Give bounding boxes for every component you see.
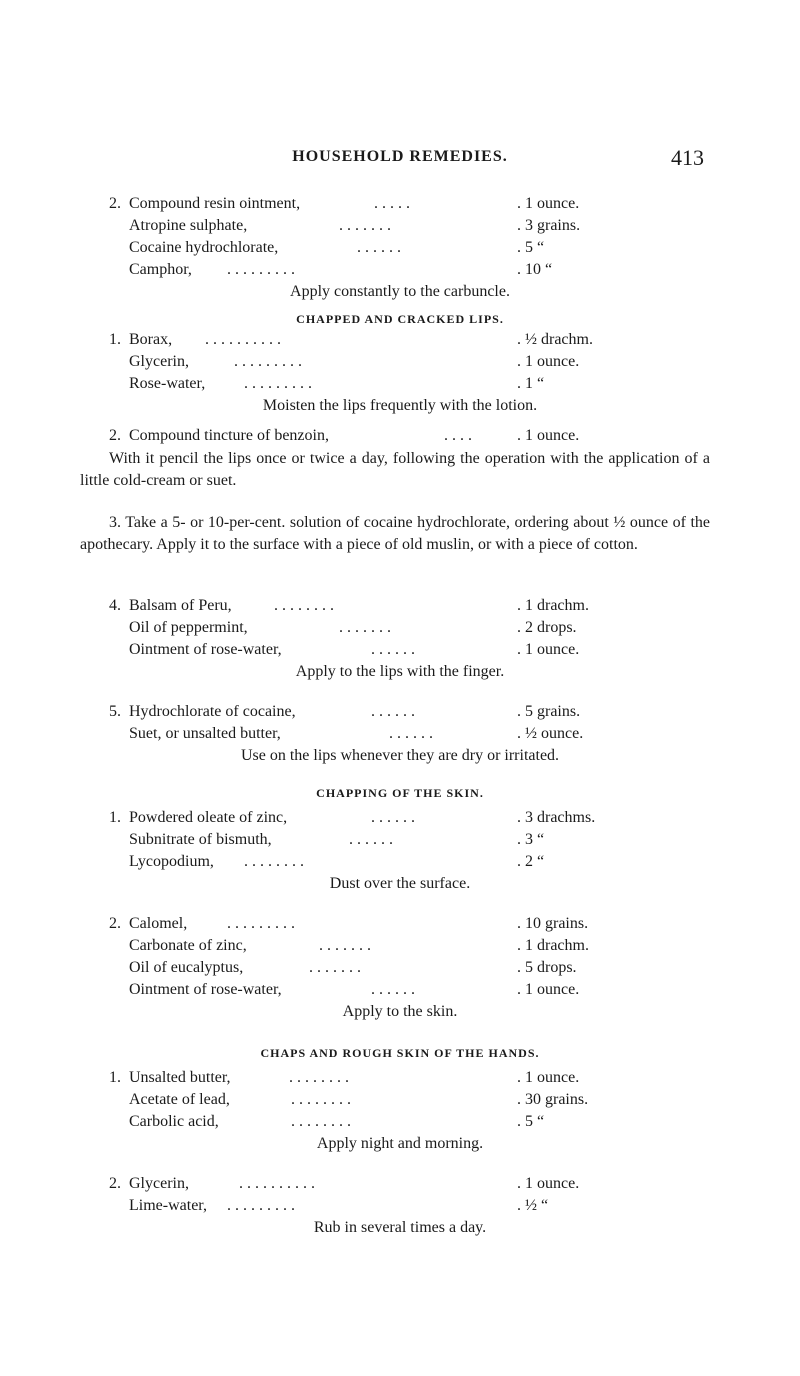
ingredient-quantity: . ½ ounce. <box>517 725 584 742</box>
ingredient-name: Suet, or unsalted butter, <box>129 725 281 742</box>
ingredient-quantity: . 2 “ <box>517 853 545 870</box>
ingredient-quantity: . 5 “ <box>517 239 545 256</box>
section-heading: CHAPS AND ROUGH SKIN OF THE HANDS. <box>260 1046 540 1060</box>
ingredient-row <box>109 852 629 872</box>
ingredient-row <box>109 352 629 372</box>
ingredient-name: Camphor, <box>129 261 192 278</box>
leader-dots: . . . . . . . . <box>244 853 304 870</box>
ingredient-row <box>109 980 629 1000</box>
ingredient-row <box>109 830 629 850</box>
ingredient-row <box>109 1068 629 1088</box>
direction-text: Apply night and morning. <box>316 1135 484 1152</box>
remedy-number: 1. <box>109 809 121 826</box>
ingredient-name: Hydrochlorate of cocaine, <box>129 703 296 720</box>
ingredient-name: Compound resin ointment, <box>129 195 301 212</box>
ingredient-name: Glycerin, <box>129 1175 189 1192</box>
ingredient-name: Subnitrate of bismuth, <box>129 831 272 848</box>
remedy-paragraph <box>80 512 710 556</box>
remedy-number: 2. <box>109 195 121 212</box>
leader-dots: . . . . . . <box>389 725 433 742</box>
leader-dots: . . . . . . . . . . <box>239 1175 315 1192</box>
leader-dots: . . . . . <box>374 195 410 212</box>
ingredient-quantity: . 3 drachms. <box>517 809 596 826</box>
ingredient-quantity: . 10 grains. <box>517 915 589 932</box>
ingredient-quantity: . 1 ounce. <box>517 353 580 370</box>
leader-dots: . . . . . . . . . . <box>205 331 281 348</box>
remedy-number: 2. <box>109 427 121 444</box>
section-heading: CHAPPING OF THE SKIN. <box>316 786 484 800</box>
ingredient-name: Ointment of rose-water, <box>129 641 282 658</box>
ingredient-row <box>109 724 629 744</box>
ingredient-row <box>109 260 629 280</box>
ingredient-row <box>109 1196 629 1216</box>
ingredient-row <box>109 1112 629 1132</box>
ingredient-name: Glycerin, <box>129 353 189 370</box>
direction-text: Moisten the lips frequently with the lotion. <box>262 397 538 414</box>
ingredient-quantity: . 1 ounce. <box>517 1069 580 1086</box>
ingredient-name: Borax, <box>129 331 173 348</box>
ingredient-name: Calomel, <box>129 915 188 932</box>
ingredient-quantity: . 1 ounce. <box>517 195 580 212</box>
leader-dots: . . . . . . . <box>339 619 391 636</box>
leader-dots: . . . . . . . . <box>291 1113 351 1130</box>
ingredient-quantity: . 3 “ <box>517 831 545 848</box>
ingredient-quantity: . 1 ounce. <box>517 981 580 998</box>
leader-dots: . . . . . . . <box>339 217 391 234</box>
direction-text: With it pencil the lips once or twice a day, following the operation with the application of a little cold-cream or suet. <box>80 450 710 489</box>
leader-dots: . . . . . . <box>371 703 415 720</box>
ingredient-row <box>109 1090 629 1110</box>
ingredient-name: Compound tincture of benzoin, <box>129 427 329 444</box>
ingredient-quantity: . 1 drachm. <box>517 597 589 614</box>
leader-dots: . . . . . . . . <box>274 597 334 614</box>
ingredient-quantity: . 10 “ <box>517 261 553 278</box>
ingredient-quantity: . 1 drachm. <box>517 937 589 954</box>
ingredient-row <box>109 618 629 638</box>
direction-text: Use on the lips whenever they are dry or irritated. <box>240 747 560 764</box>
ingredient-name: Balsam of Peru, <box>129 597 232 614</box>
leader-dots: . . . . . . <box>357 239 401 256</box>
leader-dots: . . . . . . . . . <box>244 375 312 392</box>
direction-text: Rub in several times a day. <box>313 1219 487 1236</box>
ingredient-quantity: . 1 ounce. <box>517 1175 580 1192</box>
ingredient-name: Rose-water, <box>129 375 206 392</box>
leader-dots: . . . . . . . . . <box>227 1197 295 1214</box>
section-heading: CHAPPED AND CRACKED LIPS. <box>296 312 504 326</box>
direction-text: Apply constantly to the carbuncle. <box>290 283 510 300</box>
ingredient-row <box>109 808 629 828</box>
ingredient-row <box>109 238 629 258</box>
ingredient-row <box>109 1174 629 1194</box>
leader-dots: . . . . . . <box>371 641 415 658</box>
ingredient-row <box>109 936 629 956</box>
ingredient-quantity: . 30 grains. <box>517 1091 589 1108</box>
ingredient-name: Atropine sulphate, <box>129 217 248 234</box>
ingredient-row <box>109 914 629 934</box>
remedy-number: 1. <box>109 331 121 348</box>
remedy-number: 5. <box>109 703 121 720</box>
leader-dots: . . . . . . <box>349 831 393 848</box>
leader-dots: . . . . . . . <box>319 937 371 954</box>
ingredient-name: Oil of peppermint, <box>129 619 248 636</box>
ingredient-row <box>109 958 629 978</box>
ingredient-row <box>109 216 629 236</box>
leader-dots: . . . . . . . . . <box>227 915 295 932</box>
remedy-number: 4. <box>109 597 121 614</box>
ingredient-row <box>109 426 629 446</box>
leader-dots: . . . . . . . <box>309 959 361 976</box>
ingredient-quantity: . 1 ounce. <box>517 427 580 444</box>
ingredient-quantity: . 1 ounce. <box>517 641 580 658</box>
leader-dots: . . . . <box>444 427 472 444</box>
ingredient-quantity: . ½ “ <box>517 1197 549 1214</box>
ingredient-quantity: . 1 “ <box>517 375 545 392</box>
ingredient-quantity: . 3 grains. <box>517 217 581 234</box>
direction-text: Apply to the skin. <box>342 1003 458 1020</box>
ingredient-quantity: . 2 drops. <box>517 619 577 636</box>
ingredient-row <box>109 374 629 394</box>
ingredient-name: Carbolic acid, <box>129 1113 219 1130</box>
ingredient-name: Oil of eucalyptus, <box>129 959 244 976</box>
ingredient-name: Carbonate of zinc, <box>129 937 247 954</box>
leader-dots: . . . . . . <box>371 981 415 998</box>
ingredient-row <box>109 702 629 722</box>
leader-dots: . . . . . . <box>371 809 415 826</box>
remedy-number: 1. <box>109 1069 121 1086</box>
running-header <box>0 145 800 172</box>
ingredient-row <box>109 640 629 660</box>
ingredient-name: Lime-water, <box>129 1197 207 1214</box>
ingredient-row <box>109 330 629 350</box>
ingredient-name: Lycopodium, <box>129 853 214 870</box>
ingredient-name: Powdered oleate of zinc, <box>129 809 288 826</box>
ingredient-quantity: . 5 grains. <box>517 703 581 720</box>
remedy-number: 2. <box>109 915 121 932</box>
running-title: HOUSEHOLD REMEDIES. <box>292 148 508 165</box>
ingredient-row <box>109 194 629 214</box>
direction-paragraph <box>80 448 710 492</box>
ingredient-row <box>109 596 629 616</box>
ingredient-name: Acetate of lead, <box>129 1091 230 1108</box>
leader-dots: . . . . . . . . . <box>234 353 302 370</box>
ingredient-name: Ointment of rose-water, <box>129 981 282 998</box>
ingredient-name: Cocaine hydrochlorate, <box>129 239 279 256</box>
leader-dots: . . . . . . . . . <box>227 261 295 278</box>
ingredient-name: Unsalted butter, <box>129 1069 231 1086</box>
direction-text: Apply to the lips with the finger. <box>295 663 505 680</box>
leader-dots: . . . . . . . . <box>289 1069 349 1086</box>
remedy-number: 2. <box>109 1175 121 1192</box>
direction-text: Dust over the surface. <box>329 875 471 892</box>
ingredient-quantity: . 5 drops. <box>517 959 577 976</box>
ingredient-quantity: . 5 “ <box>517 1113 545 1130</box>
page-number: 413 <box>671 145 704 170</box>
ingredient-quantity: . ½ drachm. <box>517 331 593 348</box>
leader-dots: . . . . . . . . <box>291 1091 351 1108</box>
remedy-text: 3. Take a 5- or 10-per-cent. solution of cocaine hydrochlorate, ordering about ½ ounce of the apothecary. Apply it to the surface with a piece of old muslin, or with a piece of cotton. <box>80 514 710 553</box>
